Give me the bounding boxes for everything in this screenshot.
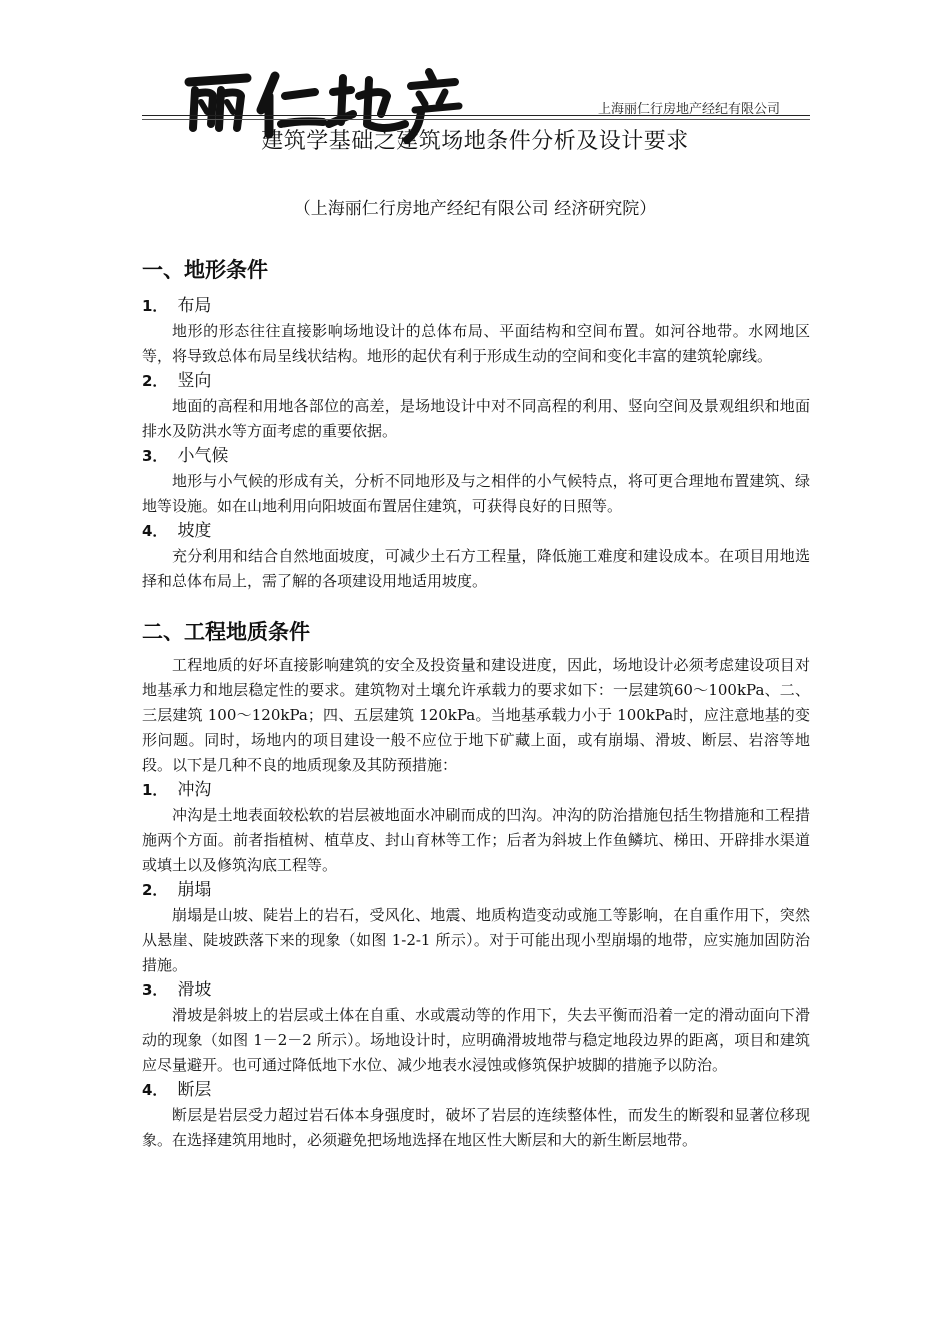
header-rule-thin [142,119,810,120]
paragraph: 地形的形态往往直接影响场地设计的总体布局、平面结构和空间布置。如河谷地带。水网地区等，将导致总体布局呈线状结构。地形的起伏有利于形成生动的空间和变化丰富的建筑轮廓线。 [142,322,810,365]
paragraph: 断层是岩层受力超过岩石体本身强度时，破坏了岩层的连续整体性，而发生的断裂和显著位移现象。在选择建筑用地时，必须避免把场地选择在地区性大断层和大的新生断层地带。 [142,1106,810,1149]
subsection-heading [142,294,810,319]
subsection-number: 3． [142,981,168,999]
document-subtitle: （上海丽仁行房地产经纪有限公司 经济研究院） [293,199,657,219]
subsection-title: 坡度 [177,521,212,541]
subsection-title: 滑坡 [177,980,212,1000]
subsection-heading [142,369,810,394]
subsection-number: 3． [142,447,168,465]
header-company-name: 上海丽仁行房地产经纪有限公司 [597,102,780,117]
section-heading: 二、工程地质条件 [142,619,310,644]
subsection-title: 布局 [177,296,212,316]
paragraph: 地面的高程和用地各部位的高差，是场地设计中对不同高程的利用、竖向空间及景观组织和地面排水及防洪水等方面考虑的重要依据。 [142,397,810,440]
subsection-title: 小气候 [177,446,229,466]
paragraph: 充分利用和结合自然地面坡度，可减少土石方工程量，降低施工难度和建设成本。在项目用地选择和总体布局上，需了解的各项建设用地适用坡度。 [142,547,810,590]
subsection-number: 2． [142,881,168,899]
subsection-title: 竖向 [177,371,212,391]
subsection-number: 2． [142,372,168,390]
subsection-heading [142,978,810,1003]
document-body [142,252,810,1153]
subsection-heading [142,778,810,803]
subsection-number: 1． [142,781,168,799]
paragraph: 崩塌是山坡、陡岩上的岩石，受风化、地震、地质构造变动或施工等影响，在自重作用下，突然从悬崖、陡坡跌落下来的现象（如图 1-2-1 所示）。对于可能出现小型崩塌的地带，应实施加固防治措施。 [142,906,810,974]
subsection-number: 1． [142,297,168,315]
paragraph: 地形与小气候的形成有关，分析不同地形及与之相伴的小气候特点，将可更合理地布置建筑、绿地等设施。如在山地利用向阳坡面布置居住建筑，可获得良好的日照等。 [142,472,810,515]
document-title: 建筑学基础之建筑场地条件分析及设计要求 [261,129,689,154]
subsection-heading [142,444,810,469]
subsection-title: 冲沟 [177,780,212,800]
subsection-heading [142,519,810,544]
subsection-number: 4． [142,1081,168,1099]
paragraph: 滑坡是斜坡上的岩层或土体在自重、水或震动等的作用下，失去平衡而沿着一定的滑动面向下滑动的现象（如图 1－2－2 所示）。场地设计时，应明确滑坡地带与稳定地段边界的距离，项目和建筑应尽量避开。也可通过降低地下水位、减少地表水浸蚀或修筑保护坡脚的措施予以防治。 [142,1006,810,1074]
paragraph-intro: 工程地质的好坏直接影响建筑的安全及投资量和建设进度，因此，场地设计必须考虑建设项目对地基承力和地层稳定性的要求。建筑物对土壤允许承载力的要求如下：一层建筑60～100kPa、二、三层建筑 100～120kPa；四、五层建筑 120kPa。当地基承载力小于 100kPa时，应注意地基的变形问题。同时，场地内的项目建设一般不应位于地下矿藏上面，或有崩塌、滑坡、断层、岩溶等地段。以下是几种不良的地质现象及其防预措施： [142,656,810,774]
subsection-number: 4． [142,522,168,540]
header-rule [142,115,810,116]
paragraph: 冲沟是土地表面较松软的岩层被地面水冲刷而成的凹沟。冲沟的防治措施包括生物措施和工程措施两个方面。前者指植树、植草皮、封山育林等工作；后者为斜坡上作鱼鳞坑、梯田、开辟排水渠道或填土以及修筑沟底工程等。 [142,806,810,874]
section-heading: 一、地形条件 [142,257,268,282]
subsection-heading [142,878,810,903]
subsection-title: 崩塌 [177,880,212,900]
subsection-heading [142,1078,810,1103]
subsection-title: 断层 [177,1080,212,1100]
